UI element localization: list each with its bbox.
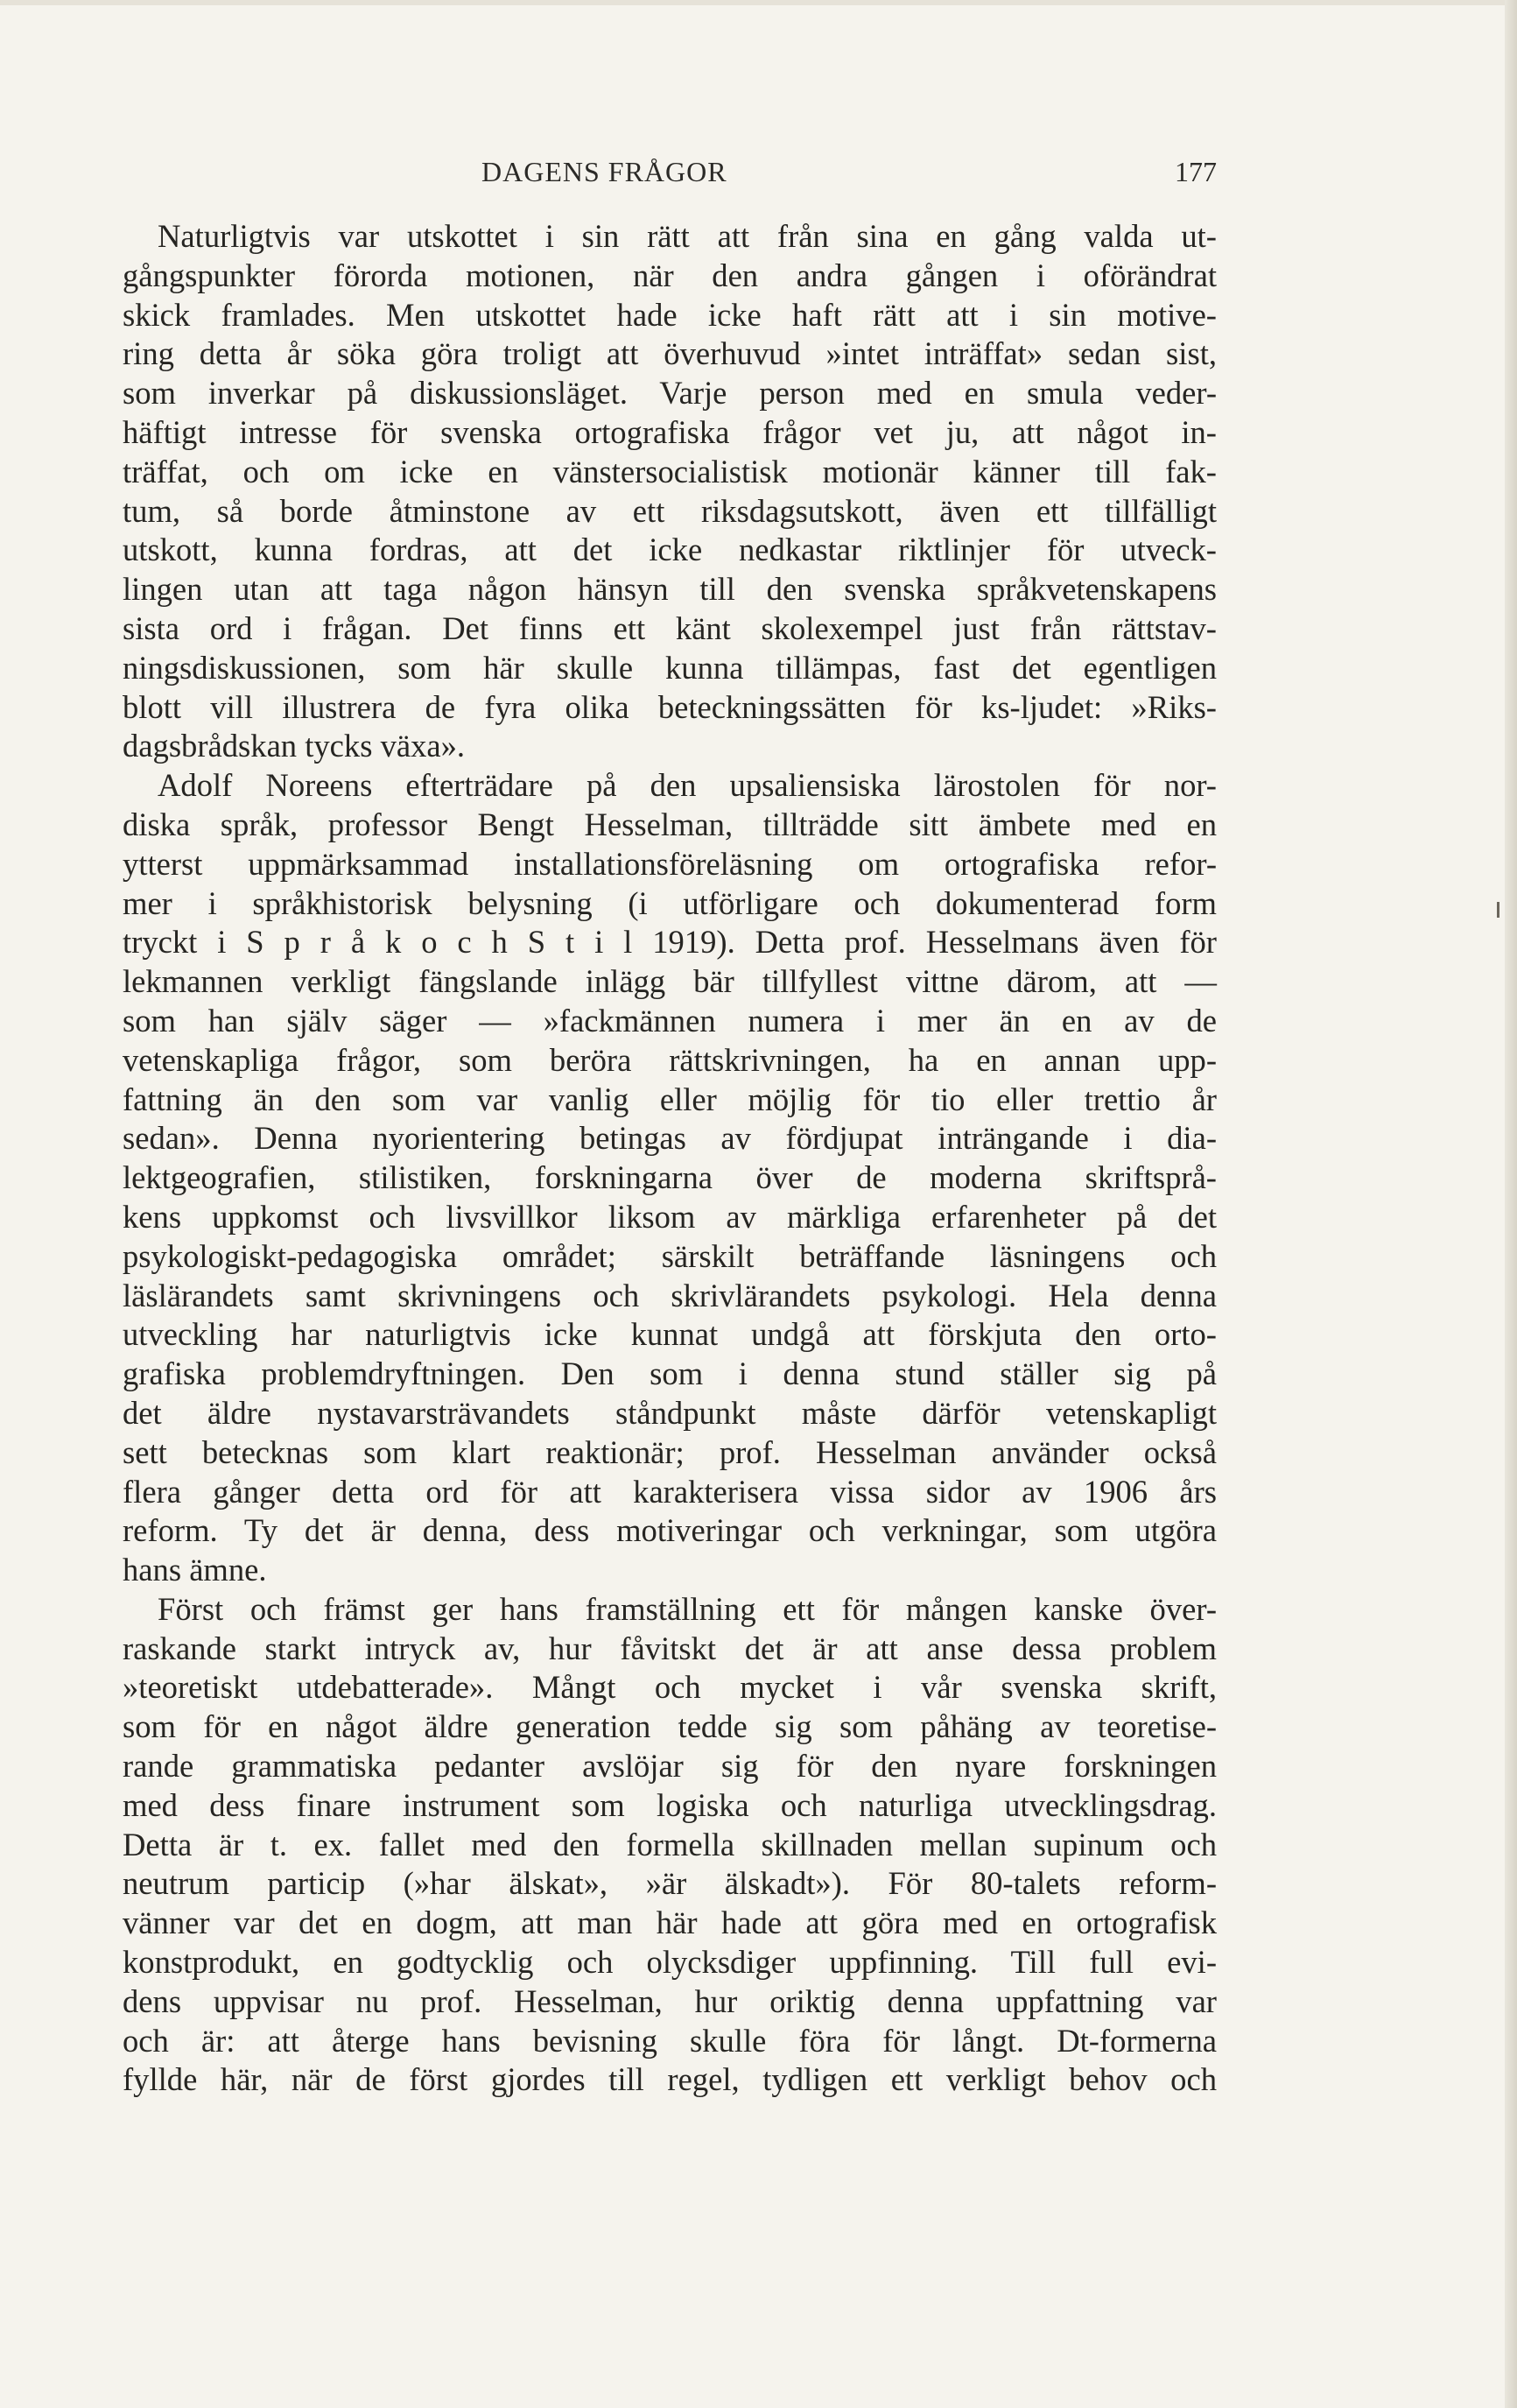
body-text — [123, 217, 1217, 2100]
text-line: blott vill illustrera de fyra olika beteckningssätten för ks-ljudet: »Riks- — [123, 688, 1217, 725]
text-line: och är: att återge hans bevisning skulle föra för långt. Dt-formerna — [123, 2022, 1217, 2059]
text-line: vänner var det en dogm, att man här hade att göra med en ortografisk — [123, 1905, 1217, 1941]
text-line: mer i språkhistorisk belysning (i utförligare och dokumenterad form — [123, 884, 1217, 921]
page-top-edge — [0, 0, 1517, 5]
paragraph-1 — [123, 217, 1217, 766]
text-line: dagsbrådskan tycks växa». — [123, 728, 466, 764]
text-line: tryckt i S p r å k o c h S t i l 1919). Detta prof. Hesselmans även för — [123, 924, 1217, 961]
text-line: fattning än den som var vanlig eller möjlig för tio eller trettio år — [123, 1081, 1217, 1117]
text-line: flera gånger detta ord för att karakterisera vissa sidor av 1906 års — [123, 1473, 1217, 1510]
text-line: ring detta år söka göra troligt att överhuvud »intet inträffat» sedan sist, — [123, 335, 1217, 372]
text-line: som han själv säger — »fackmännen numera i mer än en av de — [123, 1002, 1217, 1039]
text-line: lingen utan att taga någon hänsyn till den svenska språkvetenskapens — [123, 571, 1217, 608]
text-line: vetenskapliga frågor, som beröra rättskrivningen, ha en annan upp- — [123, 1041, 1217, 1078]
text-line: lektgeografien, stilistiken, forskningarna över de moderna skriftsprå- — [123, 1159, 1217, 1196]
text-line: psykologiskt-pedagogiska området; särskilt beträffande läsningens och — [123, 1237, 1217, 1274]
text-line: neutrum particip (»har älskat», »är älskadt»). För 80-talets reform- — [123, 1865, 1217, 1902]
text-line: fyllde här, när de först gjordes till regel, tydligen ett verkligt behov och — [123, 2061, 1217, 2098]
text-line: lekmannen verkligt fängslande inlägg bär tillfyllest vittne därom, att — — [123, 963, 1217, 1000]
text-line: som inverkar på diskussionsläget. Varje person med en smula veder- — [123, 375, 1217, 412]
margin-pencil-mark — [1497, 902, 1499, 918]
text-line: det äldre nystavarsträvandets ståndpunkt måste därför vetenskapligt — [123, 1394, 1217, 1431]
text-line: hans ämne. — [123, 1552, 267, 1588]
text-line: ningsdiskussionen, som här skulle kunna tillämpas, fast det egentligen — [123, 649, 1217, 686]
text-line: konstprodukt, en godtycklig och olycksdiger uppfinning. Till full evi- — [123, 1944, 1217, 1981]
text-line: Naturligtvis var utskottet i sin rätt att från sina en gång valda ut- — [158, 218, 1217, 254]
text-line: skick framlades. Men utskottet hade icke haft rätt att i sin motive- — [123, 296, 1217, 333]
text-line: som för en något äldre generation tedde sig som påhäng av teoretise- — [123, 1708, 1217, 1745]
text-line: utveckling har naturligtvis icke kunnat undgå att förskjuta den orto- — [123, 1316, 1217, 1353]
text-line: rande grammatiska pedanter avslöjar sig för den nyare forskningen — [123, 1748, 1217, 1785]
text-line: Detta är t. ex. fallet med den formella skillnaden mellan supinum och — [123, 1826, 1217, 1862]
text-line: utskott, kunna fordras, att det icke nedkastar riktlinjer för utveck- — [123, 532, 1217, 568]
text-line: träffat, och om icke en vänstersocialistisk motionär känner till fak- — [123, 453, 1217, 489]
text-line: sedan». Denna nyorientering betingas av fördjupat inträngande i dia- — [123, 1120, 1217, 1157]
text-line: tum, så borde åtminstone av ett riksdagsutskott, även ett tillfälligt — [123, 492, 1217, 529]
text-line: kens uppkomst och livsvillkor liksom av märkliga erfarenheter på det — [123, 1198, 1217, 1235]
text-line: sista ord i frågan. Det finns ett känt skolexempel just från rättstav- — [123, 609, 1217, 646]
page-right-edge — [1505, 0, 1517, 2408]
text-line: med dess finare instrument som logiska och naturliga utvecklingsdrag. — [123, 1786, 1217, 1823]
text-line: »teoretiskt utdebatterade». Mångt och mycket i vår svenska skrift, — [123, 1669, 1217, 1706]
text-line: häftigt intresse för svenska ortografiska frågor vet ju, att något in- — [123, 413, 1217, 450]
text-line: dens uppvisar nu prof. Hesselman, hur oriktig denna uppfattning var — [123, 1982, 1217, 2019]
text-line: Först och främst ger hans framställning ett för mången kanske över- — [158, 1590, 1217, 1627]
text-line: reform. Ty det är denna, dess motiveringar och verkningar, som utgöra — [123, 1512, 1217, 1549]
page-number: 177 — [1175, 156, 1217, 187]
text-line: Adolf Noreens efterträdare på den upsaliensiska lärostolen för nor- — [158, 767, 1217, 804]
text-line: raskande starkt intryck av, hur fåvitskt det är att anse dessa problem — [123, 1630, 1217, 1666]
text-line: läslärandets samt skrivningens och skrivlärandets psykologi. Hela denna — [123, 1277, 1217, 1313]
text-line: diska språk, professor Bengt Hesselman, tillträdde sitt ämbete med en — [123, 806, 1217, 842]
page-header — [123, 147, 1217, 191]
paragraph-2 — [123, 766, 1217, 1590]
paragraph-3 — [123, 1590, 1217, 2100]
text-line: gångspunkter förorda motionen, när den andra gången i oförändrat — [123, 257, 1217, 293]
running-title: DAGENS FRÅGOR — [481, 156, 727, 187]
text-line: grafiska problemdryftningen. Den som i denna stund ställer sig på — [123, 1355, 1217, 1392]
text-line: sett betecknas som klart reaktionär; prof. Hesselman använder också — [123, 1433, 1217, 1470]
text-line: ytterst uppmärksammad installationsföreläsning om ortografiska refor- — [123, 845, 1217, 882]
